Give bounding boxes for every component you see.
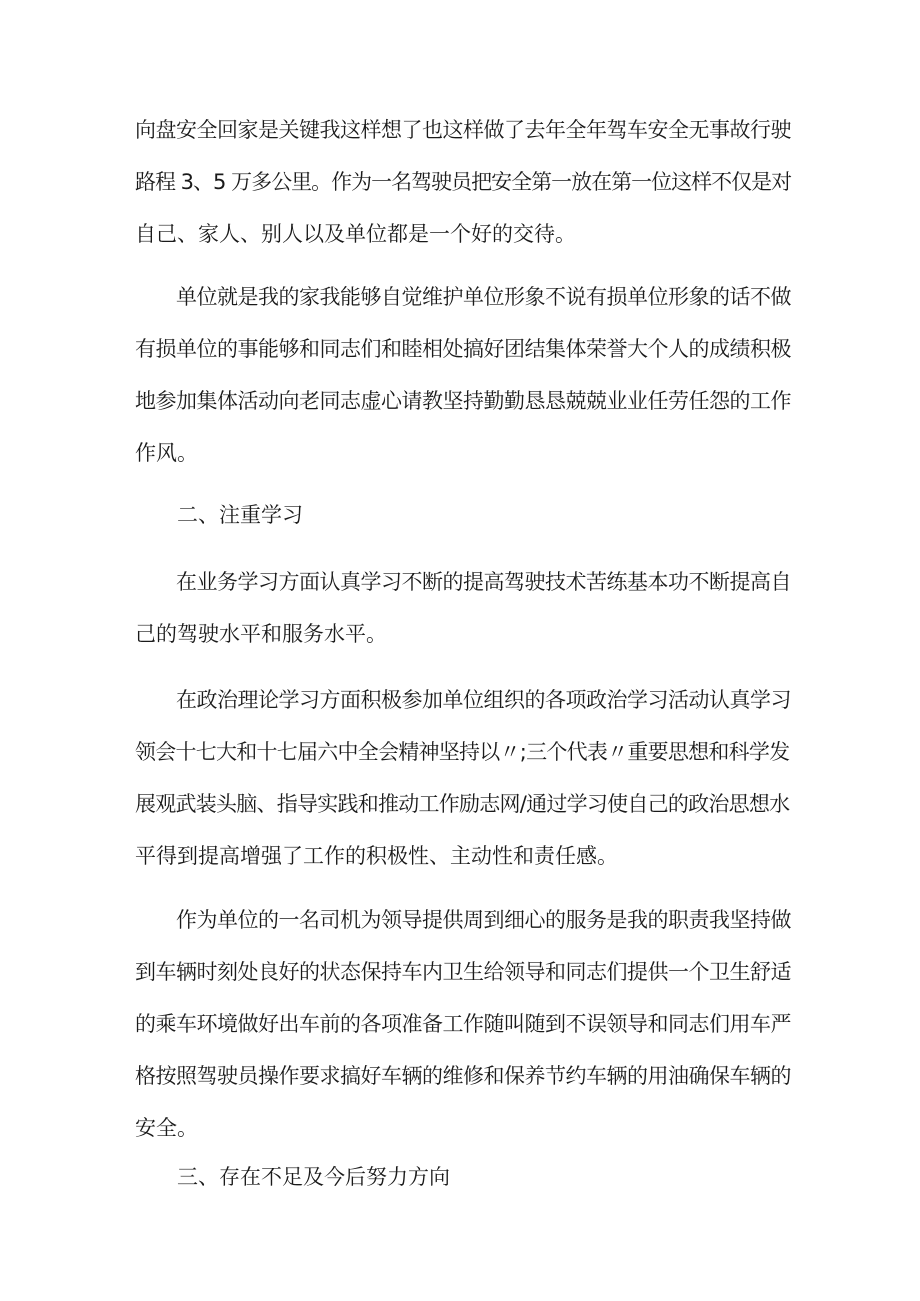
- paragraph-driver-service: [135, 894, 795, 1154]
- text-line: 安全。: [135, 1116, 198, 1140]
- text-line: 己的驾驶水平和服务水平。: [135, 622, 387, 646]
- paragraph-safety-record: [135, 104, 795, 260]
- paragraph-unit-image: [135, 271, 795, 479]
- section-heading-shortcomings: [135, 1151, 795, 1203]
- text-line: 的乘车环境做好出车前的各项准备工作随叫随到不误领导和同志们用车严: [135, 1012, 791, 1036]
- text-line: 路程 3、5 万多公里。作为一名驾驶员把安全第一放在第一位这样不仅是对: [135, 170, 792, 194]
- text-line: 自己、家人、别人以及单位都是一个好的交待。: [135, 222, 576, 246]
- text-line: 展观武装头脑、指导实践和推动工作励志网/通过学习使自己的政治思想水: [135, 792, 790, 816]
- text-line: 向盘安全回家是关键我这样想了也这样做了去年全年驾车安全无事故行驶: [135, 118, 791, 142]
- text-line: 单位就是我的家我能够自觉维护单位形象不说有损单位形象的话不做: [135, 285, 791, 309]
- text-line: 在业务学习方面认真学习不断的提高驾驶技术苦练基本功不断提高自: [135, 570, 791, 594]
- section-heading-study: [135, 489, 795, 541]
- paragraph-business-study: [135, 556, 795, 660]
- text-line: 在政治理论学习方面积极参加单位组织的各项政治学习活动认真学习: [135, 688, 791, 712]
- text-line: 二、注重学习: [135, 503, 303, 527]
- text-line: 作风。: [135, 441, 198, 465]
- text-line: 三、存在不足及今后努力方向: [135, 1165, 450, 1189]
- text-line: 格按照驾驶员操作要求搞好车辆的维修和保养节约车辆的用油确保车辆的: [135, 1064, 791, 1088]
- text-line: 平得到提高增强了工作的积极性、主动性和责任感。: [135, 844, 618, 868]
- paragraph-political-study: [135, 674, 795, 882]
- text-line: 到车辆时刻处良好的状态保持车内卫生给领导和同志们提供一个卫生舒适: [135, 960, 791, 984]
- text-line: 作为单位的一名司机为领导提供周到细心的服务是我的职责我坚持做: [135, 908, 791, 932]
- text-line: 地参加集体活动向老同志虚心请教坚持勤勤恳恳兢兢业业任劳任怨的工作: [135, 389, 791, 413]
- text-line: 有损单位的事能够和同志们和睦相处搞好团结集体荣誉大个人的成绩积极: [135, 337, 791, 361]
- text-line: 领会十七大和十七届六中全会精神坚持以〃;三个代表〃重要思想和科学发: [135, 740, 790, 764]
